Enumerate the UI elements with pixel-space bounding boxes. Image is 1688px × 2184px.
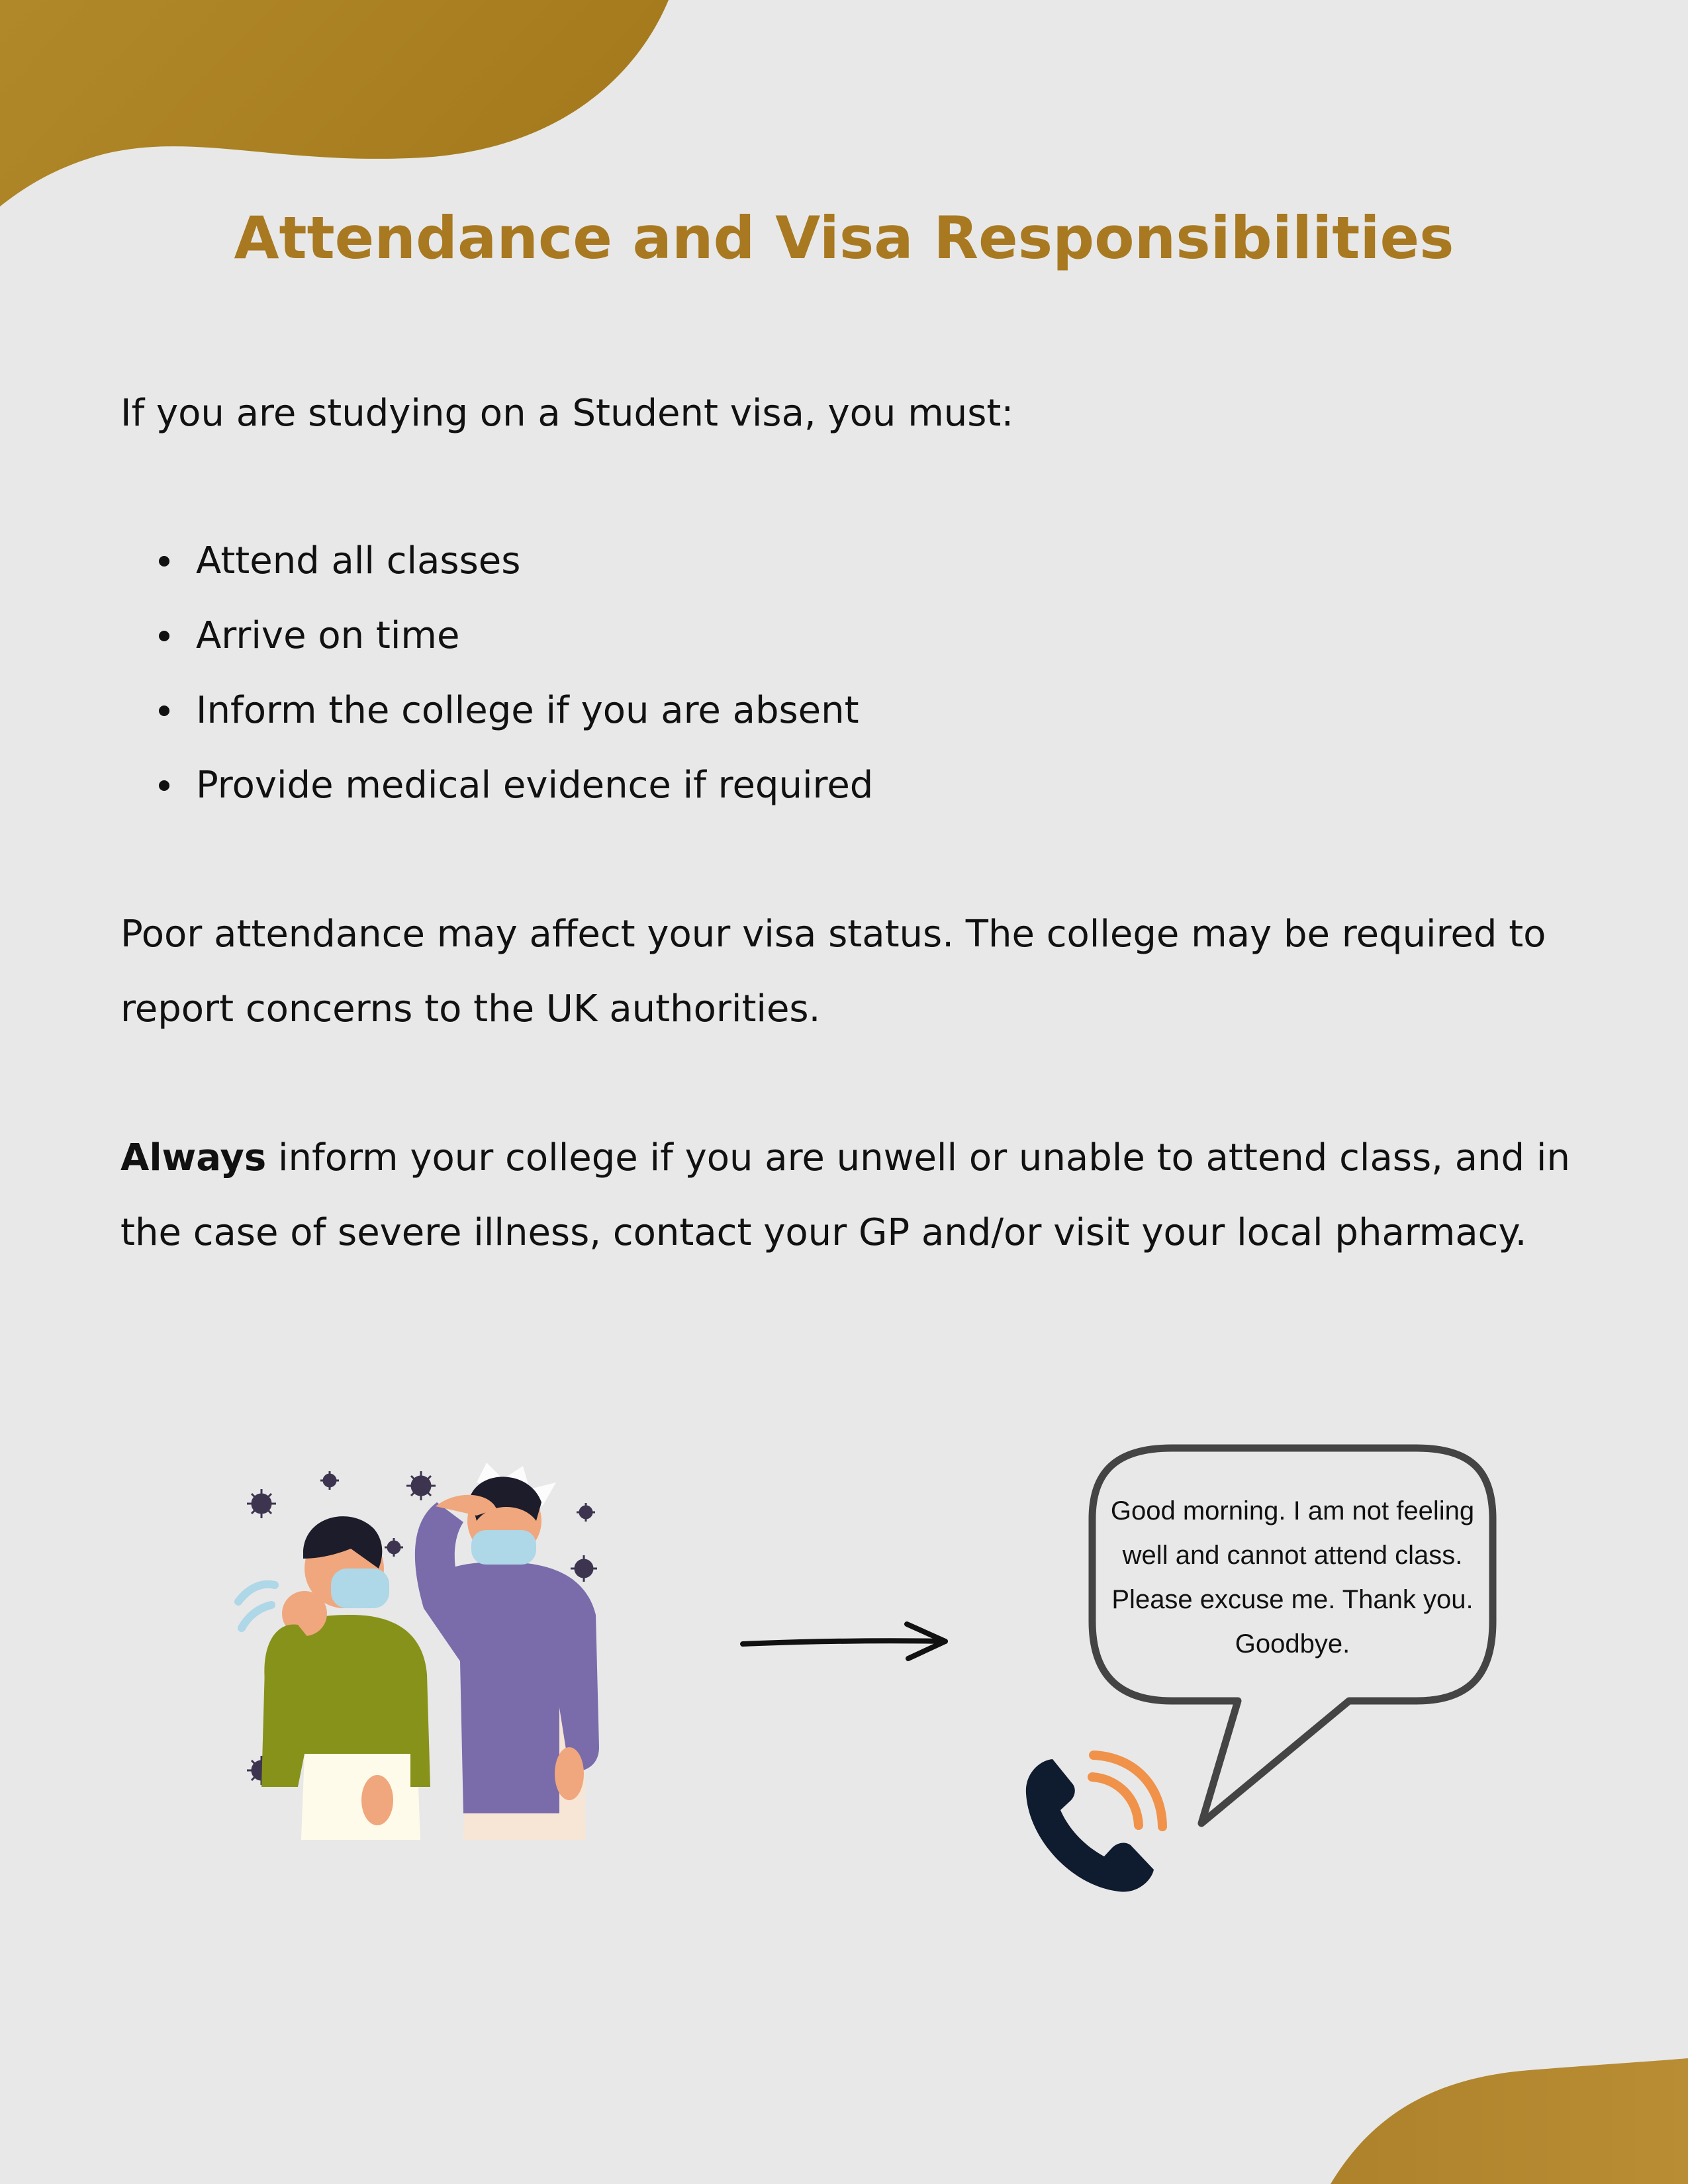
list-item: [120, 610, 873, 684]
virus-icon: [385, 1538, 403, 1557]
list-item-text: Inform the college if you are absent: [196, 689, 859, 732]
virus-icon: [320, 1471, 339, 1490]
virus-icon: [406, 1471, 436, 1500]
intro-text: If you are studying on a Student visa, you must:: [120, 392, 1014, 435]
bullet-icon: [159, 556, 169, 567]
virus-icon: [247, 1489, 276, 1518]
arrow-right-icon: [735, 1615, 953, 1668]
list-item-text: Attend all classes: [196, 539, 521, 582]
always-paragraph-text: inform your college if you are unwell or unable to attend class, and in the case of severe illness, contact your GP and/or visit your local pharmacy.: [120, 1136, 1570, 1254]
list-item: [120, 684, 873, 759]
bullet-icon: [159, 780, 169, 791]
bullet-icon: [159, 705, 169, 716]
list-item-text: Provide medical evidence if required: [196, 764, 874, 807]
phone-ringing-icon: [1013, 1747, 1172, 1906]
list-item: [120, 535, 873, 610]
bullet-icon: [159, 631, 169, 641]
requirements-list: [120, 535, 873, 834]
always-emphasis: Always: [120, 1136, 267, 1179]
list-item: [120, 759, 873, 834]
virus-icon: [571, 1555, 597, 1582]
always-inform-paragraph: [120, 1120, 1577, 1270]
decorative-corner-shape-bottom: [1331, 2052, 1688, 2184]
sick-students-illustration: [225, 1443, 616, 1840]
speech-bubble-text: Good morning. I am not feeling well and cannot attend class. Please excuse me. Thank you. Goodbye.: [1110, 1496, 1475, 1659]
decorative-corner-shape-top: [0, 0, 675, 212]
page-title: Attendance and Visa Responsibilities: [234, 204, 1454, 272]
virus-icon: [577, 1503, 595, 1522]
visa-status-paragraph: Poor attendance may affect your visa status. The college may be required to report concerns to the UK authorities.: [120, 913, 1546, 1030]
list-item-text: Arrive on time: [196, 614, 460, 657]
